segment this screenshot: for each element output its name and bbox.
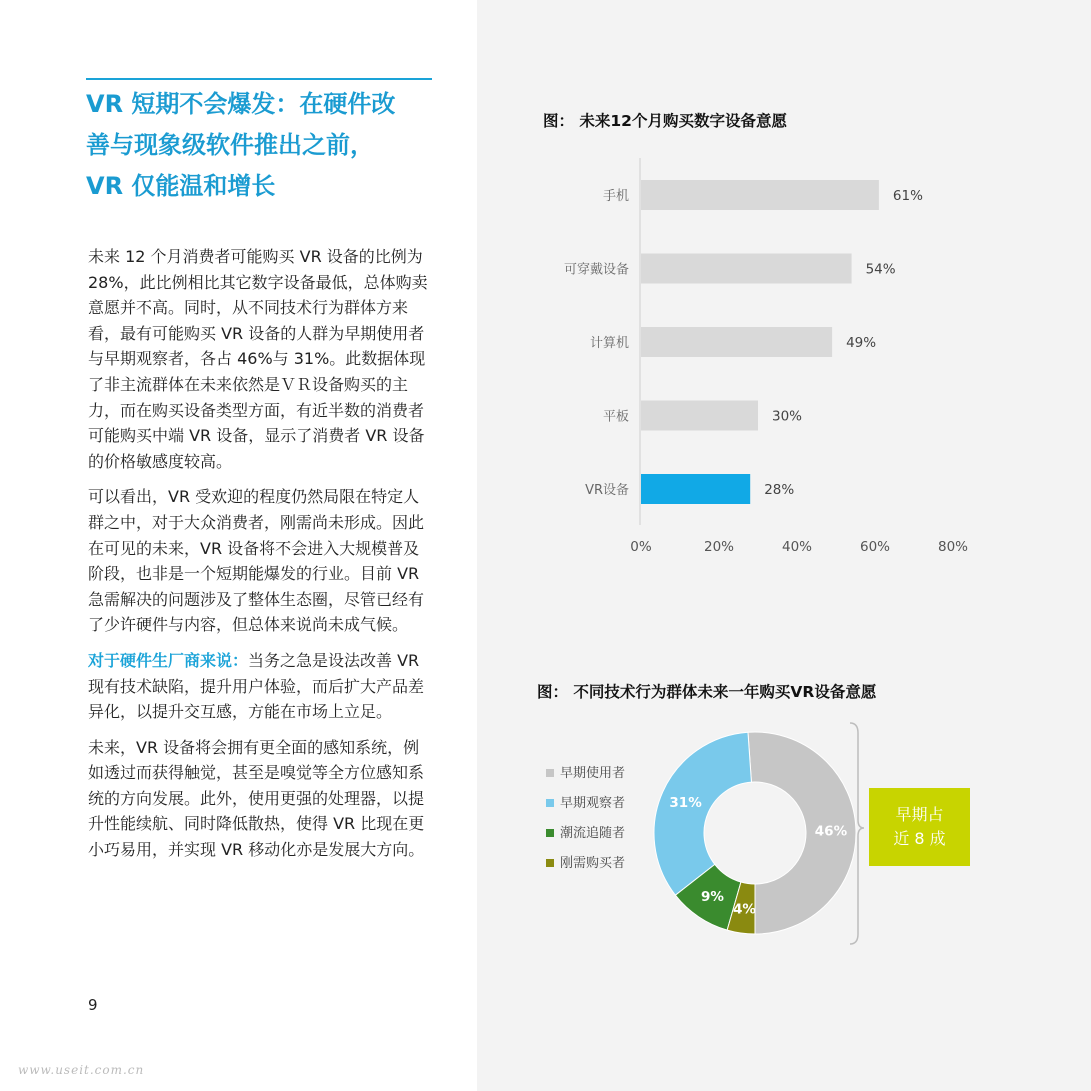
donut-slice-2: [654, 732, 751, 895]
bar-value-label-2: 54%: [865, 261, 896, 278]
paragraph-4: 未来，VR 设备将会拥有更全面的感知系统，例如透过而获得触觉，甚至是嗅觉等全方位感知系统的方向发展。此外，使用更强的处理器，以提升性能续航、同时降低散热，使得 VR 比现在更小巧易用，并实现 VR 移动化亦是发展大方向。: [88, 737, 425, 860]
legend-label-2: 早期观察者: [560, 796, 626, 811]
donut-chart-title: 图： 不同技术行为群体未来一年购买VR设备意愿: [537, 683, 877, 701]
paragraph-3-text: 当务之急是设法改善 VR 现有技术缺陷，提升用户体验，而后扩大产品差异化，以提升交互感，方能在市场上立足。: [88, 650, 425, 722]
x-tick-label-3: 40%: [781, 539, 813, 555]
x-tick-label-5: 80%: [937, 539, 969, 555]
legend-label-4: 刚需购买者: [560, 856, 626, 871]
donut-value-label-1: 46%: [814, 823, 848, 840]
bar-category-label-4: 平板: [602, 409, 629, 425]
donut-value-label-2: 31%: [669, 795, 702, 812]
early-groups-callout: [869, 788, 970, 866]
donut-value-label-4: 4%: [732, 901, 756, 918]
legend-swatch-1: [546, 769, 554, 777]
legend-swatch-2: [546, 799, 554, 807]
bar-value-label-5: 28%: [764, 482, 795, 498]
bar-category-label-2: 可穿戴设备: [563, 262, 629, 278]
bar-value-label-4: 30%: [772, 408, 803, 425]
bar-chart-title: 图： 未来12个月购买数字设备意愿: [543, 112, 787, 130]
title-line-3: VR 仅能温和增长: [86, 172, 276, 200]
bar-category-label-5: VR设备: [585, 483, 629, 498]
callout-line-2: 近 8 成: [893, 829, 946, 848]
paragraph-1: 未来 12 个月消费者可能购买 VR 设备的比例为 28%，此比例相比其它数字设备最低，总体购卖意愿并不高。同时，从不同技术行为群体方来看，最有可能购买 VR 设备的人群为早期使用者与早期观察者，各占 46%与 31%。此数据体现了非主流群体在未来依然是ＶＲ设备购买的主力，而在购买设备类型方面，有近半数的消费者可能购买中端 VR 设备，显示了消费者 VR 设备的价格敏感度较高。: [88, 247, 428, 471]
legend-label-1: 早期使用者: [560, 766, 626, 781]
page-number: 9: [88, 996, 98, 1014]
legend-label-3: 潮流追随者: [560, 826, 626, 841]
watermark: www.useit.com.cn: [18, 1063, 145, 1077]
bar-value-label-3: 49%: [846, 335, 877, 351]
donut-value-label-3: 9%: [701, 889, 724, 906]
x-tick-label-4: 60%: [859, 539, 891, 555]
bar-category-label-1: 手机: [602, 189, 629, 204]
paragraph-3-highlight: 对于硬件生厂商来说：: [88, 650, 249, 670]
bar-category-label-3: 计算机: [589, 336, 629, 351]
legend-swatch-4: [546, 859, 554, 867]
legend-swatch-3: [546, 829, 554, 837]
callout-line-1: 早期占: [895, 805, 944, 824]
x-tick-label-2: 20%: [703, 539, 735, 555]
bar-value-label-1: 61%: [892, 188, 923, 204]
title-line-2: 善与现象级软件推出之前，: [86, 131, 374, 159]
paragraph-2: 可以看出，VR 受欢迎的程度仍然局限在特定人群之中，对于大众消费者，刚需尚未形成。因此在可见的未来，VR 设备将不会进入大规模普及阶段，也非是一个短期能爆发的行业。目前 VR 急需解决的问题涉及了整体生态圈，尽管已经有了少许硬件与内容，但总体来说尚未成气候。: [88, 487, 425, 635]
title-line-1: VR 短期不会爆发：在硬件改: [86, 90, 396, 118]
x-tick-label-1: 0%: [630, 539, 652, 555]
